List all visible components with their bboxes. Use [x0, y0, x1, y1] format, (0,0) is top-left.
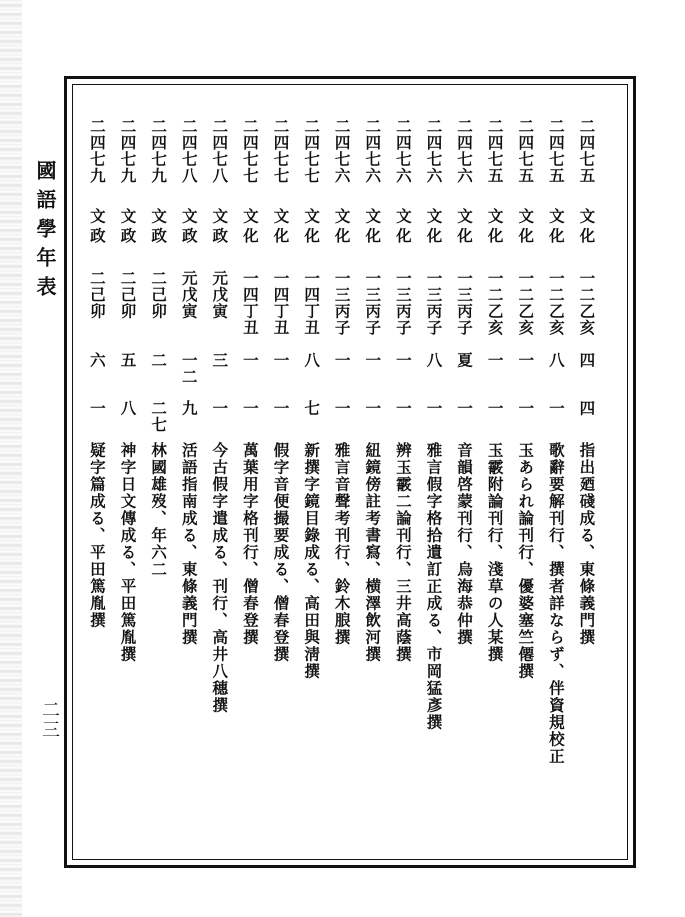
- entry-year: 二四七五: [485, 118, 505, 184]
- entry-era: 文化: [332, 208, 352, 247]
- entry-era-year: 一三丙子: [332, 270, 352, 336]
- entry-era-year: 一三丙子: [455, 270, 475, 336]
- entry-month: 一: [393, 352, 413, 369]
- entry-era-year: 一二乙亥: [546, 270, 566, 336]
- entry-month: 二: [149, 352, 169, 369]
- entry-event: 假字音便撮要成る、僧春登撰: [271, 442, 291, 663]
- entry-era: 文化: [363, 208, 383, 247]
- entry-year: 二四七九: [87, 118, 107, 184]
- entry-day: 一: [424, 400, 444, 417]
- entry-era: 文化: [485, 208, 505, 247]
- entry-month: 一: [332, 352, 352, 369]
- entry-event: 雅言音聲考刊行、鈴木朖撰: [332, 442, 352, 646]
- entry-era-year: 二己卯: [87, 270, 107, 320]
- entry-era-year: 一二乙亥: [577, 270, 597, 336]
- table-row: [174, 110, 205, 830]
- table-row: [541, 110, 572, 830]
- entry-event: 新撰字鏡目錄成る、高田與淸撰: [302, 442, 322, 680]
- entry-year: 二四七七: [240, 118, 260, 184]
- entry-month: 五: [118, 352, 138, 369]
- table-row: [296, 110, 327, 830]
- entry-day: 一: [87, 400, 107, 417]
- entry-year: 二四七八: [179, 118, 199, 184]
- entry-era: 文政: [179, 208, 199, 247]
- entry-era-year: 二己卯: [149, 270, 169, 320]
- entry-year: 二四七五: [516, 118, 536, 184]
- entry-day: 一: [210, 400, 230, 417]
- entry-day: 八: [118, 400, 138, 417]
- entry-month: 一: [485, 352, 505, 369]
- entry-era-year: 一二乙亥: [485, 270, 505, 336]
- entry-month: 八: [424, 352, 444, 369]
- entry-year: 二四七七: [271, 118, 291, 184]
- entry-event: 玉霰附論刊行、淺草の人某撰: [485, 442, 505, 663]
- entry-era: 文化: [240, 208, 260, 247]
- entry-event: 歌辭要解刊行、撰者詳ならず、伴資規校正: [546, 442, 566, 765]
- entry-event: 紐鏡傍註考書寫、横澤飲河撰: [363, 442, 383, 663]
- entry-era: 文化: [393, 208, 413, 247]
- entry-year: 二四七六: [455, 118, 475, 184]
- entry-year: 二四七九: [149, 118, 169, 184]
- entry-era-year: 一四丁丑: [240, 270, 260, 336]
- entry-era-year: 一三丙子: [424, 270, 444, 336]
- entry-year: 二四七七: [302, 118, 322, 184]
- entry-month: 一: [363, 352, 383, 369]
- entry-month: 一: [516, 352, 536, 369]
- entry-day: 一: [455, 400, 475, 417]
- chronology-table: [82, 110, 602, 830]
- entry-day: 四: [577, 400, 597, 417]
- entry-era-year: 一三丙子: [363, 270, 383, 336]
- entry-event: 雅言假字格拾遺訂正成る、市岡猛彥撰: [424, 442, 444, 731]
- entry-era: 文化: [424, 208, 444, 247]
- entry-era: 文化: [271, 208, 291, 247]
- table-row: [418, 110, 449, 830]
- entry-era-year: 元戊寅: [179, 270, 199, 320]
- entry-event: 萬葉用字格刊行、僧春登撰: [240, 442, 260, 646]
- entry-day: 一: [363, 400, 383, 417]
- entry-year: 二四七五: [546, 118, 566, 184]
- entry-year: 二四七六: [393, 118, 413, 184]
- table-row: [113, 110, 144, 830]
- entry-event: 音韻啓蒙刊行、烏海恭仲撰: [455, 442, 475, 646]
- entry-era: 文化: [455, 208, 475, 247]
- entry-event: 疑字篇成る、平田篤胤撰: [87, 442, 107, 629]
- entry-month: 三: [210, 352, 230, 369]
- entry-day: 一: [516, 400, 536, 417]
- entry-day: 七: [302, 400, 322, 417]
- table-row: [204, 110, 235, 830]
- entry-day: 一: [271, 400, 291, 417]
- entry-era-year: 一四丁丑: [271, 270, 291, 336]
- entry-era-year: 一二乙亥: [516, 270, 536, 336]
- table-row: [327, 110, 358, 830]
- entry-month: 八: [302, 352, 322, 369]
- entry-year: 二四七五: [577, 118, 597, 184]
- entry-era-year: 二己卯: [118, 270, 138, 320]
- entry-month: 夏: [455, 352, 475, 369]
- entry-era-year: 一三丙子: [393, 270, 413, 336]
- entry-era: 文化: [302, 208, 322, 247]
- entry-year: 二四七八: [210, 118, 230, 184]
- entry-month: 六: [87, 352, 107, 369]
- table-row: [510, 110, 541, 830]
- entry-day: 九: [179, 400, 199, 417]
- entry-event: 玉あられ論刊行、優婆塞竺僊撰: [516, 442, 536, 680]
- entry-era-year: 一四丁丑: [302, 270, 322, 336]
- entry-day: 一: [332, 400, 352, 417]
- entry-year: 二四七六: [332, 118, 352, 184]
- entry-event: 活語指南成る、東條義門撰: [179, 442, 199, 646]
- entry-day: 二七: [149, 400, 169, 433]
- entry-event: 今古假字遣成る、刊行、高井八穗撰: [210, 442, 230, 714]
- entry-event: 指出廼碊成る、東條義門撰: [577, 442, 597, 646]
- table-row: [82, 110, 113, 830]
- entry-year: 二四七九: [118, 118, 138, 184]
- entry-event: 林國雄歿、年六二: [149, 442, 169, 578]
- running-title: 國語學年表: [33, 160, 57, 305]
- entry-year: 二四七六: [363, 118, 383, 184]
- table-row: [449, 110, 480, 830]
- table-row: [571, 110, 602, 830]
- table-row: [235, 110, 266, 830]
- entry-era: 文政: [118, 208, 138, 247]
- table-row: [143, 110, 174, 830]
- entry-month: 一: [271, 352, 291, 369]
- table-row: [265, 110, 296, 830]
- table-row: [480, 110, 511, 830]
- entry-month: 八: [546, 352, 566, 369]
- page-left-edge: [0, 0, 22, 917]
- entry-era: 文化: [546, 208, 566, 247]
- entry-era: 文化: [577, 208, 597, 247]
- entry-month: 一: [240, 352, 260, 369]
- entry-year: 二四七六: [424, 118, 444, 184]
- entry-event: 神字日文傳成る、平田篤胤撰: [118, 442, 138, 663]
- entry-day: 一: [485, 400, 505, 417]
- entry-event: 辨玉霰二論刊行、三井高蔭撰: [393, 442, 413, 663]
- table-row: [388, 110, 419, 830]
- entry-era-year: 元戊寅: [210, 270, 230, 320]
- entry-era: 文政: [87, 208, 107, 247]
- table-row: [357, 110, 388, 830]
- entry-era: 文政: [210, 208, 230, 247]
- entry-month: 四: [577, 352, 597, 369]
- entry-month: 一二: [179, 352, 199, 385]
- entry-era: 文化: [516, 208, 536, 247]
- entry-day: 一: [393, 400, 413, 417]
- entry-day: 一: [546, 400, 566, 417]
- entry-era: 文政: [149, 208, 169, 247]
- entry-day: 一: [240, 400, 260, 417]
- page-number: 二三: [39, 700, 60, 740]
